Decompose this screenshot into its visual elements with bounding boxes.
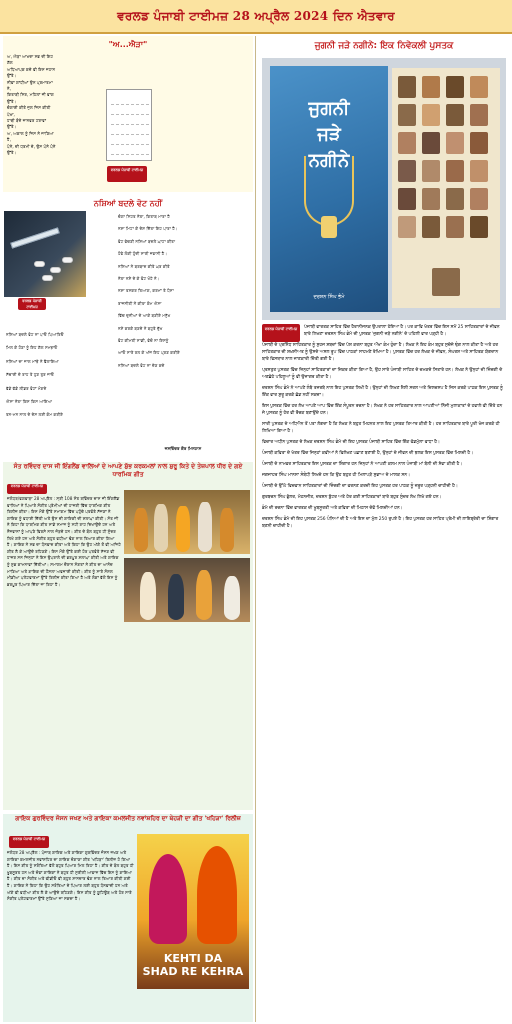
book-paragraph: ਪੰਜਾਬੀ ਦੇ ਪ੍ਰਸਿੱਧ ਸਾਹਿਤਕਾਰ ਨੂੰ ਸੁਹਜ ਸ਼ਬਦਾਂ ਵਿੱਚ ਪੇਸ਼ ਕਰਨਾ ਬਹੁਤ ਔਖਾ ਕੰਮ ਹੁੰਦਾ ਹੈ। ਲੇਖਕ ਨੇ ਇਹ ਕੰਮ ਬਹੁਤ ਸੁਚੱਜੇ ਢੰਗ ਨਾਲ ਕੀਤਾ ਹੈ ਅਤੇ ਹਰ ਸਾਹਿਤਕਾਰ ਦੀ ਸ਼ਖ਼ਸੀਅਤ ਨੂੰ ਉਸਦੇ ਅਸਲ ਰੂਪ ਵਿੱਚ ਪਾਠਕਾਂ ਸਾਹਮਣੇ ਰੱਖਿਆ ਹੈ। ਪੁਸਤਕ ਵਿੱਚ ਹਰ ਲੇਖਕ ਦੇ ਜੀਵਨ, ਸੰਘਰਸ਼ ਅਤੇ ਸਾਹਿਤਕ ਯੋਗਦਾਨ ਬਾਰੇ ਵਿਸਥਾਰ ਨਾਲ ਜਾਣਕਾਰੀ ਦਿੱਤੀ ਗਈ ਹੈ।	[262, 343, 499, 362]
newspaper-logo: ਵਰਲਡ ਪੰਜਾਬੀ ਟਾਈਮਜ਼	[107, 166, 147, 182]
book-paragraph: ਦਰਸ਼ਨ ਸਿੰਘ ਭੰਮੇ ਨੇ ਆਪਣੇ ਲੰਬੇ ਤਜਰਬੇ ਨਾਲ ਇਹ ਪੁਸਤਕ ਲਿਖੀ ਹੈ। ਉਨ੍ਹਾਂ ਦੀ ਲਿਖਣ ਸ਼ੈਲੀ ਸਰਲ ਅਤੇ ਦਿਲਚਸਪ ਹੈ ਜਿਸ ਕਰਕੇ ਪਾਠਕ ਇਸ ਪੁਸਤਕ ਨੂੰ ਇੱਕ ਵਾਰ ਸ਼ੁਰੂ ਕਰਕੇ ਛੱਡ ਨਹੀਂ ਸਕਦਾ।	[262, 386, 503, 398]
drugs-poem-left-lines: ਨਸ਼ਿਆਂ ਬਦਲੇ ਵੋਟ ਨਾ ਪਾਓ ਪਿਆਰਿਓ ਮਿਲ ਕੇ ਹੋਣਾ ਨੂੰ ਇਹ ਗੱਲ ਸਮਝਾਓ ਨਸ਼ਿਆਂ ਦਾ ਜਾਲ ਮਾਂਝੇ ਨੇ ਫੈਲਾਇਆ ਸੱਚਾਈ ਦੇ ਰਾਹ ਤੇ ਹੁਣ ਤੁਰ ਜਾਓ ਵੱਡੇ ਵੱਡੇ ਲੀਡਰ ਵੋਟਾਂ ਮੰਗਦੇ ਐਸਾ ਨੇਤਾ ਕਿਸ ਕਿਸ ਆਇਆ ਤਨ-ਮਨ ਨਾਲ ਦੇ ਦੇਸ ਲਈ ਕੰਮ ਕਰੀਏ	[6, 332, 64, 418]
drugs-photo	[4, 211, 86, 297]
newspaper-logo: ਵਰਲਡ ਪੰਜਾਬੀ ਟਾਈਮਜ਼	[262, 324, 300, 342]
poem-text: ਅ, ਐੜਾ ਆਖਦਾ ਸਭ ਦੀ ਇਹ ਗੱਲ ਅਧਿਆਪਕ ਕਦੇ ਵੀ ਇਸ ਜਹਾਨ ਉੱਤੇ। ਨੀਵਾਂ ਗਾਂਧੀਆਂ ਉਨ ਪ੍ਰਮਾਤਮਾ ਨੇ, ਕਿਤਾਬੀ ਸਿਰ, ਮਹਿਲਾਂ ਜੀ ਵਾਂਗ ਉੱਤੇ। ਚੰਗਾਈ ਕੀਤੇ ਜੁਲ ਜਿਸ ਕੀਤੀ ਪੇਖਾ, ਹਾਥੀ ਬੰਦੇ ਜਾਨਵਰ ਟਰਾਵਾਂ ਉੱਤੇ। ਅ, ਅਕਾਲ ਨੂੰ ਜਿਸ ਨੇ ਜਾਣਿਆ ਹੈ, ਪੰਨੇ, ਦੀ ਧਰਮੀ ਦੇ, ਉਸ ਪੰਨੇ ਪੰਨੇ ਉੱਤੇ।	[7, 54, 56, 156]
book-paragraph: ਵਿਚਾਰ ਅਧੀਨ ਪੁਸਤਕ ਦੇ ਲੇਖਕ ਦਰਸ਼ਨ ਸਿੰਘ ਭੰਮੇ ਦੀ ਇਹ ਪੁਸਤਕ ਪੰਜਾਬੀ ਸਾਹਿਤ ਵਿੱਚ ਇੱਕ ਵੱਡਮੁੱਲਾ ਵਾਧਾ ਹੈ।	[262, 440, 440, 445]
book-paragraph: ਪੰਜਾਬੀ ਦੇ ਉੱਘੇ ਵਿਦਵਾਨ ਸਾਹਿਤਕਾਰਾਂ ਦੀ ਜ਼ਿੰਦਗੀ ਦਾ ਵਰਨਣ ਕਰਦੀ ਇਹ ਪੁਸਤਕ ਹਰ ਪਾਠਕ ਨੂੰ ਜ਼ਰੂਰ ਪੜ੍ਹਨੀ ਚਾਹੀਦੀ ਹੈ।	[262, 484, 458, 489]
event-photo-top	[124, 490, 250, 554]
book-paragraph: ਇਸ ਪੁਸਤਕ ਵਿੱਚ ਹਰ ਲੇਖ ਆਪਣੇ ਆਪ ਵਿੱਚ ਇੱਕ ਸੰਪੂਰਨ ਰਚਨਾ ਹੈ। ਲੇਖਕ ਨੇ ਹਰ ਸਾਹਿਤਕਾਰ ਨਾਲ ਆਪਣੀਆਂ ਨਿੱਜੀ ਮੁਲਾਕਾਤਾਂ ਦੇ ਹਵਾਲੇ ਵੀ ਦਿੱਤੇ ਹਨ ਜੋ ਪੁਸਤਕ ਨੂੰ ਹੋਰ ਵੀ ਰੌਚਕ ਬਣਾਉਂਦੇ ਹਨ।	[262, 404, 503, 416]
book-article-title: ਜੁਗਨੀ ਜੜੇ ਨਗੀਨੇ: ਇਕ ਨਿਵੇਕਲੀ ਪੁਸਤਕ	[314, 41, 454, 51]
book-author: ਦਰਸ਼ਨ ਸਿੰਘ ਭੰਮੇ	[313, 294, 345, 300]
song-poster	[137, 834, 249, 989]
book-paragraph: ਪ੍ਰਸਤੁਤ ਪੁਸਤਕ ਵਿੱਚ ਜਿਨ੍ਹਾਂ ਸਾਹਿਤਕਾਰਾਂ ਦਾ ਜ਼ਿਕਰ ਕੀਤਾ ਗਿਆ ਹੈ, ਉਹ ਸਾਰੇ ਪੰਜਾਬੀ ਸਾਹਿਤ ਦੇ ਚਮਕਦੇ ਸਿਤਾਰੇ ਹਨ। ਲੇਖਕ ਨੇ ਉਨ੍ਹਾਂ ਦੀ ਜ਼ਿੰਦਗੀ ਦੇ ਅਣਛੋਹੇ ਪਹਿਲੂਆਂ ਨੂੰ ਵੀ ਉਜਾਗਰ ਕੀਤਾ ਹੈ।	[262, 368, 503, 380]
newspaper-logo: ਵਰਲਡ ਪੰਜਾਬੀ ਟਾਈਮਜ਼	[9, 836, 49, 848]
book-article-body	[262, 324, 506, 1018]
book-paragraph: ਜਗਜਾਹਰ ਸਿੰਘ ਮਾਨਸਾ ਸੰਬੰਧੀ ਲਿਖਦੇ ਹਨ ਕਿ ਉਹ ਬਹੁਤ ਹੀ ਮਿਲਾਪੜੇ ਸੁਭਾਅ ਦੇ ਮਾਲਕ ਸਨ।	[262, 473, 410, 478]
book-paragraph: ਦਰਸ਼ਨ ਸਿੰਘ ਭੰਮੇ ਦੀ ਇਹ ਪੁਸਤਕ 256 ਪੰਨਿਆਂ ਦੀ ਹੈ ਅਤੇ ਇਸ ਦਾ ਮੁੱਲ 250 ਰੁਪਏ ਹੈ। ਇਹ ਪੁਸਤਕ ਹਰ ਸਾਹਿਤ ਪ੍ਰੇਮੀ ਦੀ ਲਾਇਬ੍ਰੇਰੀ ਦਾ ਸ਼ਿੰਗਾਰ ਬਣਨੀ ਚਾਹੀਦੀ ਹੈ।	[262, 517, 499, 529]
drugs-poem-right-lines: ਚੰਗਾ ਸਿਹਤ ਨੇਤਾ, ਕਿਤਾਬ ਮਾਰਾ ਹੈ ਨਸ਼ਾ ਮਿਟਾ ਕੇ ਦੇਸ਼ ਦਿੱਤਾ ਇਹ ਪਾਰਾ ਹੈ। ਵੋਟ ਵੇਚਣੀ ਨਸ਼ਿਆਂ ਬਦਲੇ ਘਾਟਾ ਕੀਤਾ ਹੋਵੇ ਲੋਕੀ ਹੁੰਦੀ ਸਾਰੀ ਜਵਾਨੀ ਹੈ। ਨਸ਼ਿਆਂ ਨੇ ਬਰਬਾਦ ਕੀਤੇ ਘਰ ਕੀਤੇ ਨੇਤਾ ਨਸ਼ੇ ਦੇ ਕੇ ਵੋਟ ਖੋਹੇ ਨੇ। ਨਸ਼ਾ ਤਸਕਰ ਤਿਆਗ, ਕਰਮਾਂ ਤੇ ਪੈਸਾ ਰਾਜਨੀਤੀ ਨੇ ਕੀਤਾ ਕੰਮ ਐਸਾ ਵਿੱਚ ਦੁਨੀਆਂ ਦੇ ਆਕੇ ਬਣੀਏ ਮਨੁੱਖ ਨਸ਼ੇ ਕਰਕੇ ਬਣਦੇ ਨੇ ਬਹੁਤੇ ਦੁੱਖ ਵੋਟ ਕੀਮਤੀ ਸਾਡੀ, ਵੇਚੋ ਨਾ ਇਸਨੂੰ ਆਓ ਸਾਰੇ ਰਲ ਕੇ ਅੱਜ ਇਹ ਪ੍ਰਣ ਕਰੀਏ ਨਸ਼ਿਆਂ ਬਦਲੇ ਵੋਟ ਨਾ ਦੇਣ ਕਦੇ	[118, 214, 180, 368]
album-article-text: ਜਲੰਧਰ/ਫਗਵਾੜਾ 28 ਅਪ੍ਰੈਲ : ਸ੍ਰੀ 108 ਸੰਤ ਰਵਿੰਦਰ ਦਾਸ ਜੀ ਇੰਗਲੈਂਡ ਵਾਲਿਆਂ ਨੇ ਪਿਆਰੇ ਸੰਗੀਤ ਪ੍ਰੇਮੀਆਂ ਦੀ ਹਾਜ਼ਰੀ ਵਿੱਚ ਧਾਰਮਿਕ ਗੀਤ ਰਿਲੀਜ਼ ਕੀਤਾ। ਇਸ ਮੌਕੇ ਉੱਤੇ ਸਮਾਗਮ ਵਿੱਚ ਪਹੁੰਚੇ ਪਤਵੰਤੇ ਸੱਜਣਾਂ ਨੇ ਗਾਇਕ ਨੂੰ ਵਧਾਈ ਦਿੱਤੀ ਅਤੇ ਉਸ ਦੀ ਗਾਇਕੀ ਦੀ ਸ਼ਲਾਘਾ ਕੀਤੀ। ਸੰਤ ਜੀ ਨੇ ਕਿਹਾ ਕਿ ਧਾਰਮਿਕ ਗੀਤ ਸਾਡੇ ਸਮਾਜ ਨੂੰ ਸਹੀ ਰਾਹ ਦਿਖਾਉਂਦੇ ਹਨ ਅਤੇ ਨੌਜਵਾਨਾਂ ਨੂੰ ਆਪਣੇ ਵਿਰਸੇ ਨਾਲ ਜੋੜਦੇ ਹਨ। ਗੀਤ ਦੇ ਬੋਲ ਬਹੁਤ ਹੀ ਸੁੰਦਰ ਲਿਖੇ ਗਏ ਹਨ ਅਤੇ ਸੰਗੀਤ ਬਹੁਤ ਵਧੀਆ ਢੰਗ ਨਾਲ ਤਿਆਰ ਕੀਤਾ ਗਿਆ ਹੈ। ਗਾਇਕ ਨੇ ਸਭ ਦਾ ਧੰਨਵਾਦ ਕੀਤਾ ਅਤੇ ਕਿਹਾ ਕਿ ਉਹ ਅੱਗੇ ਤੋਂ ਵੀ ਅਜਿਹੇ ਗੀਤ ਲੈ ਕੇ ਆਉਂਦੇ ਰਹਿਣਗੇ। ਇਸ ਮੌਕੇ ਉੱਤੇ ਕਈ ਹੋਰ ਪਤਵੰਤੇ ਸੱਜਣ ਵੀ ਹਾਜ਼ਰ ਸਨ ਜਿਨ੍ਹਾਂ ਨੇ ਇਸ ਉਪਰਾਲੇ ਦੀ ਭਰਪੂਰ ਸ਼ਲਾਘਾ ਕੀਤੀ ਅਤੇ ਗਾਇਕ ਨੂੰ ਸ਼ੁਭ ਕਾਮਨਾਵਾਂ ਦਿੱਤੀਆਂ। ਸਮਾਗਮ ਦੌਰਾਨ ਸੰਗਤਾਂ ਨੇ ਗੀਤ ਦਾ ਆਨੰਦ ਮਾਣਿਆ ਅਤੇ ਗਾਇਕ ਦੀ ਹੌਸਲਾ ਅਫਜ਼ਾਈ ਕੀਤੀ। ਗੀਤ ਨੂੰ ਸਾਰੇ ਸੋਸ਼ਲ ਮੀਡੀਆ ਪਲੇਟਫਾਰਮਾਂ ਉੱਤੇ ਰਿਲੀਜ਼ ਕੀਤਾ ਗਿਆ ਹੈ ਅਤੇ ਲੋਕਾਂ ਵੱਲੋਂ ਇਸ ਨੂੰ ਭਰਪੂਰ ਪਿਆਰ ਦਿੱਤਾ ਜਾ ਰਿਹਾ ਹੈ।	[7, 496, 121, 587]
drugs-poem-title: ਨਸ਼ਿਆਂ ਬਦਲੇ ਵੋਟ ਨਹੀਂ	[93, 199, 163, 208]
newspaper-logo: ਵਰਲਡ ਪੰਜਾਬੀ ਟਾਈਮਜ਼	[18, 298, 46, 310]
drugs-poem-signature: ਜਸਵਿੰਦਰ ਕੌਰ ਮਿਨਹਾਸ	[164, 446, 202, 451]
book-cover	[270, 66, 388, 312]
book-paragraph: ਗੁਰਬਚਨ ਸਿੰਘ ਭੁੱਲਰ, ਮੋਹਨਜੀਤ, ਦਰਸ਼ਨ ਬੁੱਟਰ ਅਤੇ ਹੋਰ ਕਈ ਸਾਹਿਤਕਾਰਾਂ ਬਾਰੇ ਬਹੁਤ ਸੁੰਦਰ ਲੇਖ ਲਿਖੇ ਗਏ ਹਨ।	[262, 495, 442, 500]
book-paragraph: ਪੰਜਾਬੀ ਵਾਰਤਕ ਸਾਹਿਤ ਵਿੱਚ ਹੈਰਾਨੀਜਨਕ ਉਪਰਾਲਾ ਹੋਇਆ ਹੈ। ਪਰ ਕਾਵਿ ਖੇਤਰ ਵਿੱਚ ਇਸ ਸਮੇਂ 25 ਸਾਹਿਤਕਾਰਾਂ ਦੇ ਜੀਵਨ ਬਾਰੇ ਲਿਖਣਾ ਦਰਸ਼ਨ ਸਿੰਘ ਭੰਮੇ ਦੀ ਪੁਸਤਕ 'ਜੁਗਨੀ ਜੜੇ ਨਗੀਨੇ' ਦੇ ਪਹਿਲੀ ਵਾਰ ਪੜ੍ਹੀ ਹੈ।	[304, 325, 500, 337]
poem-title: "ਅ...ਐੜਾ"	[108, 40, 148, 49]
song-article-title: ਗਾਇਕ ਗੁਰਵਿੰਦਰ ਜੋਸਨ ਜਖਣ ਅਤੇ ਗਾਇਕਾ ਕਮਲਜੀਤ ਨਵਾਂਸ਼ਹਿਰ ਦਾ ਥੇਹੜੀ ਦਾ ਗੀਤ 'ਖਹਿੜਾ' ਰਿਲੀਜ਼	[15, 815, 241, 822]
book-photo	[262, 58, 506, 320]
newspaper-logo: ਵਰਲਡ ਪੰਜਾਬੀ ਟਾਈਮਜ਼	[7, 484, 47, 494]
album-article-title: ਸੰਤ ਰਵਿੰਦਰ ਦਾਸ ਜੀ ਇੰਗਲੈਂਡ ਵਾਲਿਆਂ ਦੇ ਆਪਣੇ ਸ਼ੁੱਭ ਕਰਕਮਲਾਂ ਨਾਲ ਸ਼ੁਰੂ ਕਿਤੇ ਦੇ ਤੇਜ਼ਪਾਲ ਧੀਰ ਦੇ ਗਏ ਧਾਰਮਿਕ ਗੀਤ	[13, 463, 243, 478]
masthead	[0, 0, 512, 34]
book-paragraph: ਸਾਰੀ ਪੁਸਤਕ ਦੇ ਅਧਿਐਨ ਤੋਂ ਪਤਾ ਲੱਗਦਾ ਹੈ ਕਿ ਲੇਖਕ ਨੇ ਬਹੁਤ ਮਿਹਨਤ ਨਾਲ ਇਹ ਪੁਸਤਕ ਤਿਆਰ ਕੀਤੀ ਹੈ। ਹਰ ਸਾਹਿਤਕਾਰ ਬਾਰੇ ਪੂਰੀ ਖੋਜ ਕਰਕੇ ਹੀ ਲਿਖਿਆ ਗਿਆ ਹੈ।	[262, 422, 500, 434]
song-poster-title: KEHTI DA SHAD RE KEHRA	[142, 952, 244, 978]
book-paragraph: ਭੰਮੇ ਦੀ ਰਚਨਾ ਵਿੱਚ ਵਾਰਤਕ ਦੀ ਖੂਬਸੂਰਤੀ ਅਤੇ ਕਵਿਤਾ ਦੀ ਮਿਠਾਸ ਦੋਵੇਂ ਮਿਲਦੀਆਂ ਹਨ।	[262, 506, 403, 511]
event-photo-bottom	[124, 558, 250, 622]
song-article-text: ਜਲੰਧਰ 28 ਅਪ੍ਰੈਲ : ਪੰਜਾਬ ਗਾਇਕ ਅਤੇ ਗਾਇਕਾ ਗੁਰਵਿੰਦਰ ਜੋਸਨ ਜਖਣ ਅਤੇ ਗਾਇਕਾ ਕਮਲਜੀਤ ਨਵਾਂਸ਼ਹਿਰ ਦਾ ਗਾਇਕ ਦੋਗਾਣਾ ਗੀਤ 'ਖਹਿੜਾ' ਰਿਲੀਜ਼ ਹੋ ਗਿਆ ਹੈ। ਇਸ ਗੀਤ ਨੂੰ ਸਰੋਤਿਆਂ ਵੱਲੋਂ ਬਹੁਤ ਪਿਆਰ ਮਿਲ ਰਿਹਾ ਹੈ। ਗੀਤ ਦੇ ਬੋਲ ਬਹੁਤ ਹੀ ਖੂਬਸੂਰਤ ਹਨ ਅਤੇ ਦੋਵਾਂ ਗਾਇਕਾਂ ਨੇ ਬਹੁਤ ਹੀ ਸੁਰੀਲੀ ਆਵਾਜ਼ ਵਿੱਚ ਇਸ ਨੂੰ ਗਾਇਆ ਹੈ। ਗੀਤ ਦਾ ਸੰਗੀਤ ਅਤੇ ਵੀਡੀਓ ਵੀ ਬਹੁਤ ਸ਼ਾਨਦਾਰ ਢੰਗ ਨਾਲ ਤਿਆਰ ਕੀਤੀ ਗਈ ਹੈ। ਗਾਇਕ ਨੇ ਕਿਹਾ ਕਿ ਉਹ ਸਰੋਤਿਆਂ ਦੇ ਪਿਆਰ ਲਈ ਬਹੁਤ ਧੰਨਵਾਦੀ ਹਨ ਅਤੇ ਅੱਗੇ ਵੀ ਵਧੀਆ ਗੀਤ ਲੈ ਕੇ ਆਉਂਦੇ ਰਹਿਣਗੇ। ਇਸ ਗੀਤ ਨੂੰ ਯੂਟਿਊਬ ਅਤੇ ਹੋਰ ਸਾਰੇ ਸੰਗੀਤ ਪਲੇਟਫਾਰਮਾਂ ਉੱਤੇ ਸੁਣਿਆ ਜਾ ਸਕਦਾ ਹੈ।	[7, 850, 134, 902]
masthead-title: ਵਰਲਡ ਪੰਜਾਬੀ ਟਾਈਮਜ਼ 28 ਅਪ੍ਰੈਲ 2024 ਦਿਨ ਐਤਵਾਰ	[117, 8, 395, 23]
alphabet-worksheet-image	[106, 89, 152, 161]
book-back-cover	[392, 68, 500, 308]
book-paragraph: ਪੰਜਾਬੀ ਦੇ ਨਾਮਵਰ ਸਾਹਿਤਕਾਰ ਇਸ ਪੁਸਤਕ ਦਾ ਸ਼ਿੰਗਾਰ ਹਨ ਜਿਨ੍ਹਾਂ ਨੇ ਆਪਣੀ ਕਲਮ ਨਾਲ ਪੰਜਾਬੀ ਮਾਂ ਬੋਲੀ ਦੀ ਸੇਵਾ ਕੀਤੀ ਹੈ।	[262, 462, 463, 467]
book-paragraph: ਪੰਜਾਬੀ ਕਵਿਤਾ ਦੇ ਖੇਤਰ ਵਿੱਚ ਜਿਨ੍ਹਾਂ ਕਵੀਆਂ ਨੇ ਵਿਲੱਖਣ ਪਛਾਣ ਬਣਾਈ ਹੈ, ਉਨ੍ਹਾਂ ਦੇ ਜੀਵਨ ਦੀ ਝਲਕ ਇਸ ਪੁਸਤਕ ਵਿੱਚ ਮਿਲਦੀ ਹੈ।	[262, 451, 474, 456]
book-cover-title: ਜੁਗਨੀ ਜੜੇ ਨਗੀਨੇ	[308, 98, 350, 171]
column-divider	[255, 36, 256, 1022]
poem-box	[3, 36, 253, 192]
